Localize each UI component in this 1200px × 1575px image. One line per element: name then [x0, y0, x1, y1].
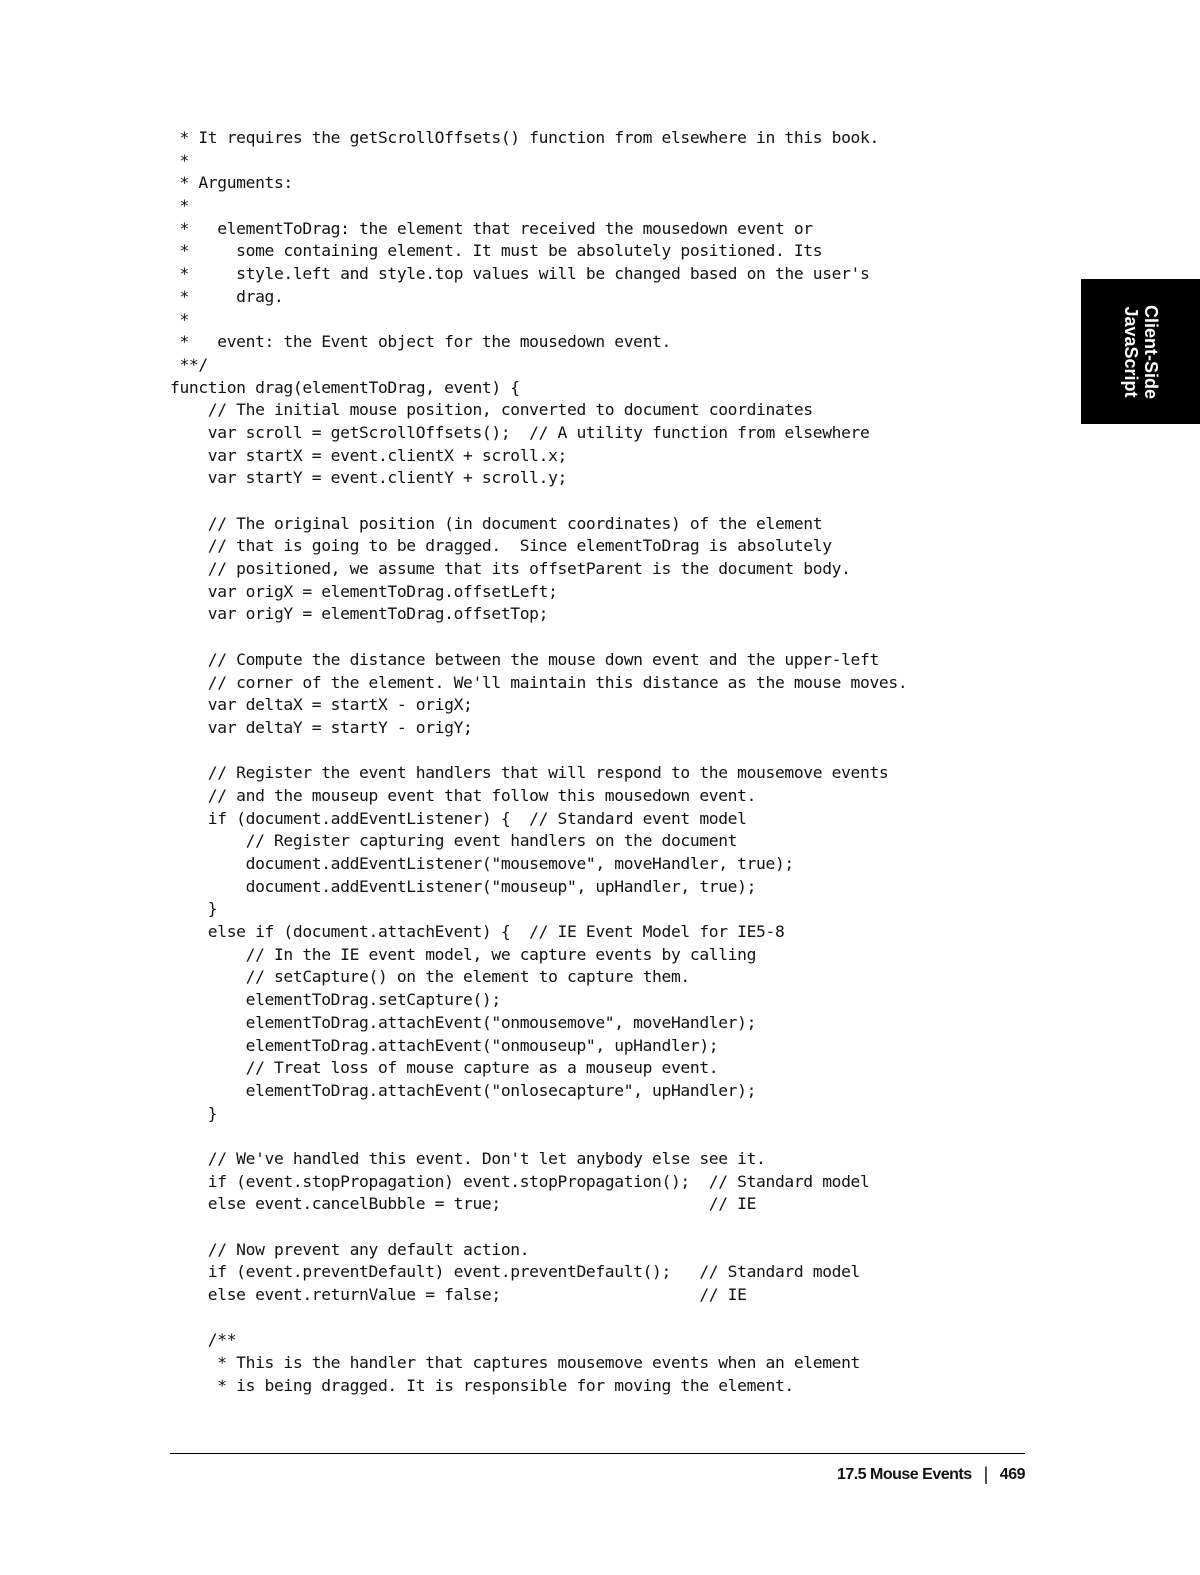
code-line: elementToDrag.attachEvent("onmouseup", upHandler);: [170, 1035, 719, 1055]
code-line: // positioned, we assume that its offsetParent is the document body.: [170, 559, 851, 579]
code-line: // The original position (in document coordinates) of the element: [170, 513, 823, 533]
code-line: // Compute the distance between the mouse down event and the upper-left: [170, 649, 879, 669]
code-line: // Now prevent any default action.: [170, 1239, 530, 1259]
code-line: }: [170, 899, 218, 919]
code-line: document.addEventListener("mouseup", upHandler, true);: [170, 876, 757, 896]
page-footer: [837, 1464, 1025, 1485]
code-line: // that is going to be dragged. Since elementToDrag is absolutely: [170, 536, 832, 556]
code-line: *: [170, 196, 189, 216]
code-line: // In the IE event model, we capture events by calling: [170, 944, 757, 964]
code-line: elementToDrag.attachEvent("onmousemove", moveHandler);: [170, 1012, 757, 1032]
code-line: * is being dragged. It is responsible for moving the element.: [170, 1375, 794, 1395]
code-line: var origX = elementToDrag.offsetLeft;: [170, 581, 558, 601]
code-line: // We've handled this event. Don't let anybody else see it.: [170, 1148, 766, 1168]
code-line: var deltaX = startX - origX;: [170, 695, 473, 715]
thumb-tab-label: [1121, 304, 1161, 398]
code-line: * It requires the getScrollOffsets() function from elsewhere in this book.: [170, 128, 879, 147]
code-line: * event: the Event object for the mousedown event.: [170, 332, 671, 352]
code-line: [170, 626, 1070, 649]
code-line: elementToDrag.setCapture();: [170, 990, 501, 1010]
code-line: document.addEventListener("mousemove", moveHandler, true);: [170, 854, 794, 873]
code-line: }: [170, 1103, 218, 1123]
footer-separator: |: [983, 1464, 988, 1484]
code-line: [170, 740, 1070, 763]
code-line: // Register capturing event handlers on the document: [170, 831, 738, 851]
code-line: // corner of the element. We'll maintain this distance as the mouse moves.: [170, 672, 908, 692]
code-line: * Arguments:: [170, 173, 293, 193]
code-line: * style.left and style.top values will be changed based on the user's: [170, 264, 870, 284]
code-line: var startX = event.clientX + scroll.x;: [170, 445, 567, 465]
chapter-thumb-tab: [1081, 279, 1200, 424]
code-line: * drag.: [170, 286, 284, 306]
code-line: [170, 1307, 1070, 1330]
code-line: [170, 1216, 1070, 1239]
code-line: * elementToDrag: the element that received the mousedown event or: [170, 218, 813, 238]
code-line: else event.returnValue = false; // IE: [170, 1285, 747, 1305]
code-line: [170, 1125, 1070, 1148]
code-line: /**: [170, 1330, 237, 1350]
code-line: // and the mouseup event that follow this mousedown event.: [170, 785, 757, 805]
code-line: // Treat loss of mouse capture as a mouseup event.: [170, 1058, 719, 1078]
code-line: if (document.addEventListener) { // Standard event model: [170, 808, 747, 828]
code-line: *: [170, 309, 189, 329]
code-line: * This is the handler that captures mousemove events when an element: [170, 1353, 861, 1373]
code-line: else event.cancelBubble = true; // IE: [170, 1194, 757, 1214]
footer-rule: [170, 1453, 1025, 1454]
code-line: **/: [170, 354, 208, 374]
code-line: [170, 490, 1070, 513]
code-line: * some containing element. It must be absolutely positioned. Its: [170, 241, 823, 261]
code-line: var origY = elementToDrag.offsetTop;: [170, 604, 549, 624]
code-line: if (event.preventDefault) event.preventDefault(); // Standard model: [170, 1262, 861, 1282]
code-line: // The initial mouse position, converted to document coordinates: [170, 400, 813, 420]
thumb-tab-line-2: JavaScript: [1120, 305, 1141, 398]
code-line: // setCapture() on the element to capture them.: [170, 967, 690, 987]
thumb-tab-line-1: Client-Side: [1140, 304, 1161, 399]
code-listing: [170, 127, 1070, 1398]
code-line: var scroll = getScrollOffsets(); // A utility function from elsewhere: [170, 422, 870, 442]
code-line: else if (document.attachEvent) { // IE Event Model for IE5-8: [170, 922, 785, 942]
code-line: function drag(elementToDrag, event) {: [170, 377, 520, 397]
code-line: // Register the event handlers that will respond to the mousemove events: [170, 763, 889, 783]
code-line: *: [170, 150, 189, 170]
code-line: if (event.stopPropagation) event.stopPropagation(); // Standard model: [170, 1171, 870, 1191]
code-line: var deltaY = startY - origY;: [170, 717, 473, 737]
footer-section-title: 17.5 Mouse Events: [836, 1465, 972, 1483]
code-line: elementToDrag.attachEvent("onlosecapture", upHandler);: [170, 1080, 757, 1100]
code-line: var startY = event.clientY + scroll.y;: [170, 468, 567, 488]
page-number: 469: [999, 1465, 1025, 1483]
